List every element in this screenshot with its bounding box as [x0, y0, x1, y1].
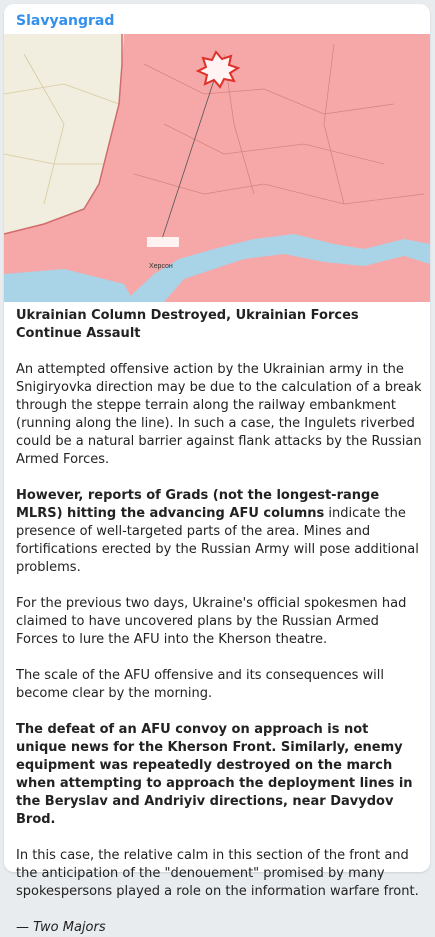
paragraph-2 — [16, 487, 422, 577]
paragraph-1: An attempted offensive action by the Ukrainian army in the Snigiryovka direction may be due to the calculation of a break through the steppe terrain along the railway embankment (running along the line). In such a case, the Ingulets riverbed could be a natural barrier against flank attacks by the Russian Armed Forces. — [16, 362, 422, 467]
map-image[interactable] — [4, 34, 430, 302]
paragraph-6: In this case, the relative calm in this section of the front and the anticipation of the "denouement" promised by many spokespersons played a role on the information warfare front. — [16, 848, 419, 899]
post-title: Ukrainian Column Destroyed, Ukrainian Forces Continue Assault — [16, 308, 359, 341]
message-bubble — [4, 4, 430, 935]
city-label: Херсон — [149, 263, 173, 270]
paragraph-5: The defeat of an AFU convoy on approach is not unique news for the Kherson Front. Similarly, enemy equipment was repeatedly destroyed on the march when attempting to approach the deployment lines in the Beryslav and Andriyiv directions, near Davydov Brod. — [16, 722, 413, 827]
city-label-box — [147, 237, 179, 247]
post-text — [16, 307, 422, 937]
signature: — Two Majors — [16, 920, 106, 935]
paragraph-2-rest: indicate the presence of well-targeted parts of the area. Mines and fortifications erected by the Russian Army will pose additional problems. — [16, 506, 419, 575]
paragraph-4: The scale of the AFU offensive and its consequences will become clear by the morning. — [16, 668, 385, 701]
channel-name[interactable]: Slavyangrad — [16, 13, 115, 29]
paragraph-2-bold: However, reports of Grads (not the longest-range MLRS) hitting the advancing AFU columns — [16, 488, 380, 521]
paragraph-3: For the previous two days, Ukraine's official spokesmen had claimed to have uncovered plans by the Russian Armed Forces to lure the AFU into the Kherson theatre. — [16, 596, 407, 647]
